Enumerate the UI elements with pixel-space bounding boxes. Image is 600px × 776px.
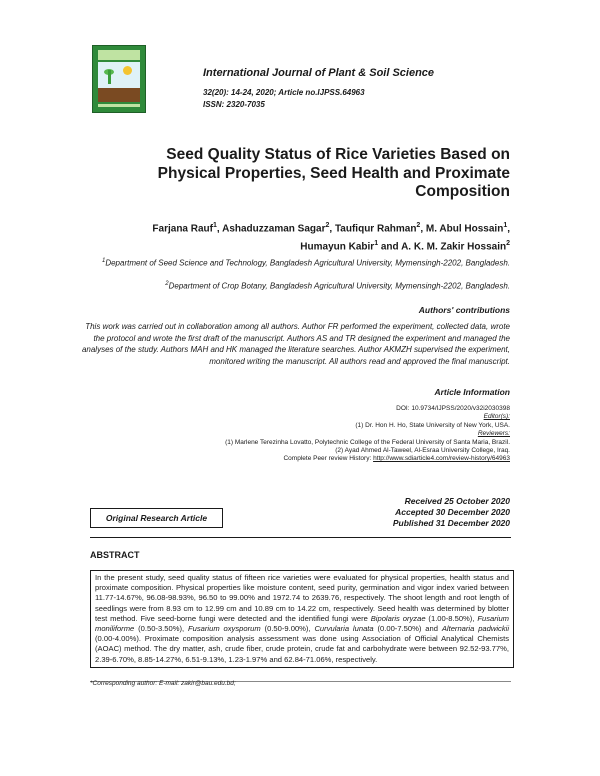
article-information-block (70, 405, 510, 464)
fungus-name: Curvularia lunata (314, 624, 374, 634)
journal-cover-image (92, 45, 146, 113)
abstract-segment: In the present study, seed quality status of fifteen rice varieties were evaluated for physical properties, health status and proximate composition. Physical properties like moisture content, seed purity, germination and vigor index varied between 11.77-14.67%, 96.08-98.93%, 96.50 to 99.00% and 1972.74 to 2639.76, respectively. The shoot length and root length of seedlings were from 8.93 cm to 12.99 cm and 10.89 cm to 14.22 cm, respectively. Seed health was determined by blotter test method. Five seed-borne fungi were detected and the identified fungi were (95, 573, 509, 623)
reviewer: (2) Ayad Ahmed Al-Taweel, Al-Esraa University College, Iraq. (335, 447, 510, 455)
peer-review-history-label: Complete Peer review History: (283, 455, 372, 463)
author-name: Taufiqur Rahman (334, 223, 417, 235)
abstract-segment: (0.00-7.50%) and (373, 624, 442, 634)
fungus-name: Fusarium moniliforme (95, 613, 509, 634)
author-name: Farjana Rauf (152, 223, 213, 235)
author-affiliation-mark: 1 (503, 222, 508, 229)
author-affiliation-mark: 2 (416, 222, 421, 229)
peer-review-history-link[interactable]: http://www.sdiarticle4.com/review-history/64963 (373, 455, 510, 463)
author-name: M. Abul Hossain (425, 223, 504, 235)
author-affiliation-mark: 1 (374, 240, 379, 248)
journal-title: International Journal of Plant & Soil Science (203, 67, 435, 79)
article-type-box: Original Research Article (90, 508, 223, 528)
author-name: Humayun Kabir (300, 241, 375, 253)
author-affiliation-mark: 1 (213, 222, 217, 229)
affiliation (90, 256, 510, 269)
reviewer: (1) Marlene Terezinha Lovatto, Polytechnic College of the Federal University of Santa Maria, Brazil. (225, 438, 510, 446)
article-information-heading: Article Information (434, 387, 510, 397)
affiliation-number: 2 (165, 281, 169, 287)
abstract-segment: (1.00-8.50%), (425, 613, 478, 623)
abstract-heading: ABSTRACT (90, 550, 140, 560)
journal-issn: ISSN: 2320-7035 (203, 100, 265, 109)
editor-label: Editor(s): (483, 413, 510, 421)
author-affiliation-mark: 2 (506, 240, 510, 248)
affiliation-text: Department of Seed Science and Technology, Bangladesh Agricultural University, Mymensingh-2202, Bangladesh. (105, 258, 510, 268)
editor: (1) Dr. Hon H. Ho, State University of New York, USA. (355, 421, 510, 429)
author-affiliation-mark: 2 (325, 222, 330, 229)
author-name: Ashaduzzaman Sagar (222, 223, 326, 235)
divider (90, 537, 511, 538)
corresponding-author-footnote: *Corresponding author: E-mail: zakir@bau.edu.bd; (90, 680, 236, 687)
paper-title: Seed Quality Status of Rice Varieties Based on Physical Properties, Seed Health and Proximate Composition (157, 146, 510, 200)
affiliation (90, 279, 510, 292)
contributions-text: This work was carried out in collaboration among all authors. Author FR performed the experiment, collected data, wrote the protocol and wrote the first draft of the manuscript. Authors AS and TR designed the experiment and managed the analyses of the study. Authors MAH and HK managed the literature searches. Author AKMZH supervised the experiment, monitored writing the manuscript. All authors read and approved the final manuscript. (81, 322, 510, 366)
abstract-segment: (0.00-4.00%). Proximate composition analysis assessment was done using Association of Official Analytical Chemists (AOAC) method. The dry matter, ash, crude fiber, crude protein, crude fat and carbohydrate were between 92.52-93.77%, 2.39-6.70%, 8.85-14.27%, 6.51-9.13%, 1.23-1.97% and 62.84-71.06%, respectively. (95, 634, 509, 664)
affiliation-number: 1 (101, 258, 106, 264)
published-date: Published 31 December 2020 (392, 518, 510, 528)
affiliation-text: Department of Crop Botany, Bangladesh Agricultural University, Mymensingh-2202, Bangladesh. (168, 281, 510, 291)
journal-issue: 32(20): 14-24, 2020; Article no.IJPSS.64963 (203, 88, 365, 97)
accepted-date: Accepted 30 December 2020 (395, 507, 510, 517)
fungus-name: Fusarium oxysporum (188, 624, 261, 634)
contributions-heading: Authors' contributions (418, 305, 510, 315)
abstract-segment: (0.50-9.00%), (260, 624, 315, 634)
doi: DOI: 10.9734/IJPSS/2020/v32i2030398 (396, 405, 510, 412)
author-name: A. K. M. Zakir Hossain (401, 241, 507, 253)
author-list: Farjana Rauf$^1$, Ashaduzzaman Sagar$^2$, Taufiqur Rahman$^2$, M. Abul Hossain$^1$, Humayun Kabir$^1$ and A. K. M. Zakir Hossain$^2$ (152, 222, 510, 253)
fungus-name: Bipolaris oryzae (370, 613, 426, 623)
abstract-text (90, 570, 514, 668)
fungus-name: Alternaria padwickii (441, 624, 510, 634)
publication-dates (210, 496, 510, 529)
peer-review-history (70, 455, 510, 463)
abstract-segment: (0.50-3.50%), (134, 624, 189, 634)
reviewers-label: Reviewers: (477, 430, 510, 438)
received-date: Received 25 October 2020 (404, 496, 510, 506)
